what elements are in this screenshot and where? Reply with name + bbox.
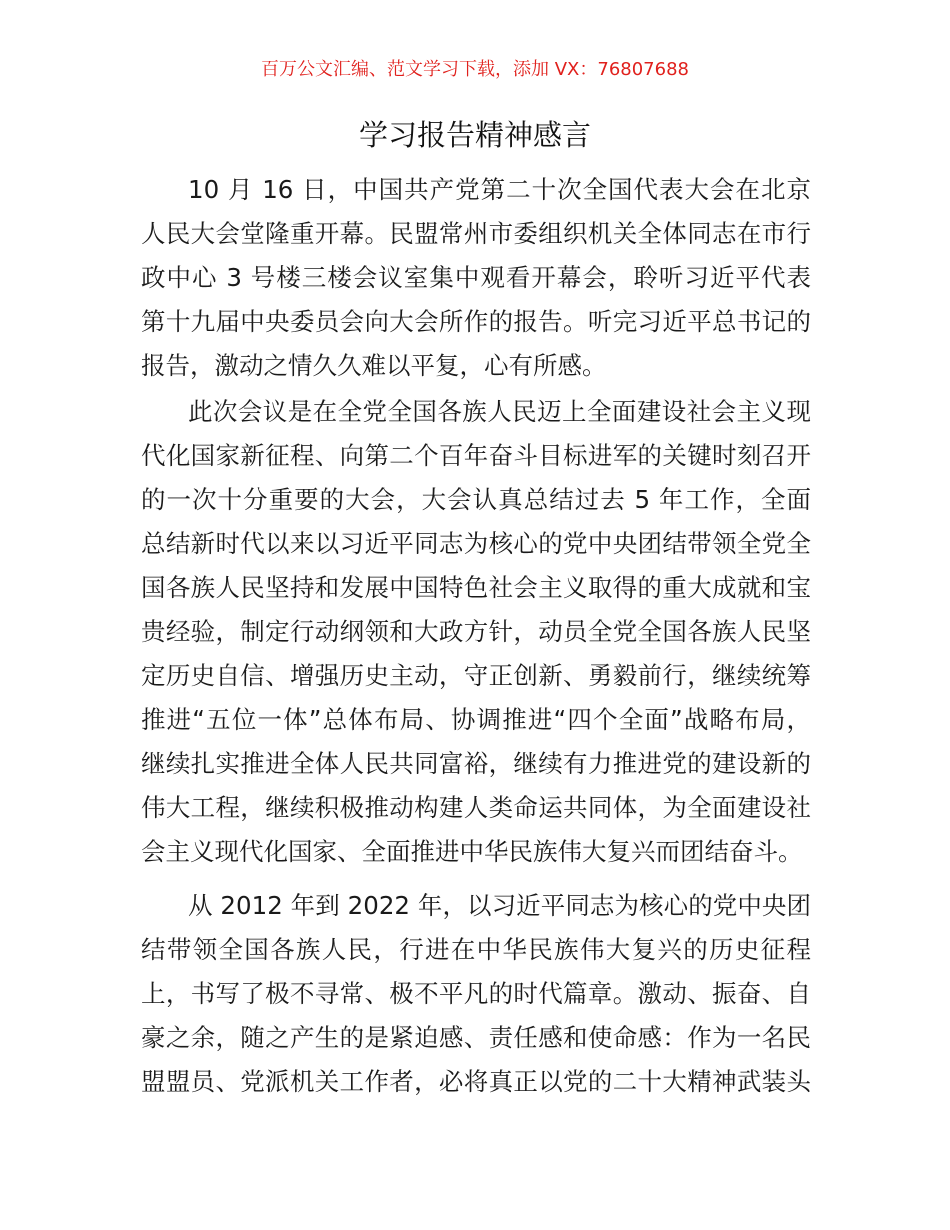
- text-line: 盟盟员、党派机关工作者，必将真正以党的二十大精神武装头: [141, 1067, 811, 1096]
- text-line: 人民大会堂隆重开幕。民盟常州市委组织机关全体同志在市行: [141, 219, 811, 248]
- text-line: 伟大工程，继续积极推动构建人类命运共同体，为全面建设社: [141, 793, 811, 822]
- watermark-header: 百万公文汇编、范文学习下载，添加 VX：76807688: [261, 59, 689, 80]
- text-line: 上，书写了极不寻常、极不平凡的时代篇章。激动、振奋、自: [141, 979, 811, 1008]
- document-body: [141, 168, 811, 1104]
- text-line: 政中心 3 号楼三楼会议室集中观看开幕会，聆听习近平代表: [141, 263, 811, 292]
- paragraph: [141, 390, 811, 874]
- text-line: 推进“五位一体”总体布局、协调推进“四个全面”战略布局，: [141, 705, 811, 734]
- text-line: 继续扎实推进全体人民共同富裕，继续有力推进党的建设新的: [141, 749, 811, 778]
- text-line: 贵经验，制定行动纲领和大政方针，动员全党全国各族人民坚: [141, 617, 811, 646]
- text-line: 会主义现代化国家、全面推进中华民族伟大复兴而团结奋斗。: [141, 837, 803, 866]
- paragraph: [141, 168, 811, 388]
- text-line: 总结新时代以来以习近平同志为核心的党中央团结带领全党全: [141, 529, 811, 558]
- paragraph: [141, 884, 811, 1104]
- text-line: 此次会议是在全党全国各族人民迈上全面建设社会主义现: [188, 397, 811, 426]
- text-line: 豪之余，随之产生的是紧迫感、责任感和使命感：作为一名民: [141, 1023, 811, 1052]
- text-line: 结带领全国各族人民，行进在中华民族伟大复兴的历史征程: [141, 935, 811, 964]
- text-line: 从 2012 年到 2022 年，以习近平同志为核心的党中央团: [188, 891, 811, 920]
- text-line: 代化国家新征程、向第二个百年奋斗目标进军的关键时刻召开: [141, 441, 811, 470]
- text-line: 国各族人民坚持和发展中国特色社会主义取得的重大成就和宝: [141, 573, 811, 602]
- text-line: 定历史自信、增强历史主动，守正创新、勇毅前行，继续统筹: [141, 661, 811, 690]
- text-line: 第十九届中央委员会向大会所作的报告。听完习近平总书记的: [141, 307, 811, 336]
- text-line: 10 月 16 日，中国共产党第二十次全国代表大会在北京: [188, 175, 811, 204]
- text-line: 报告，激动之情久久难以平复，心有所感。: [141, 351, 607, 380]
- text-line: 的一次十分重要的大会，大会认真总结过去 5 年工作，全面: [141, 485, 811, 514]
- document-title: 学习报告精神感言: [358, 118, 591, 152]
